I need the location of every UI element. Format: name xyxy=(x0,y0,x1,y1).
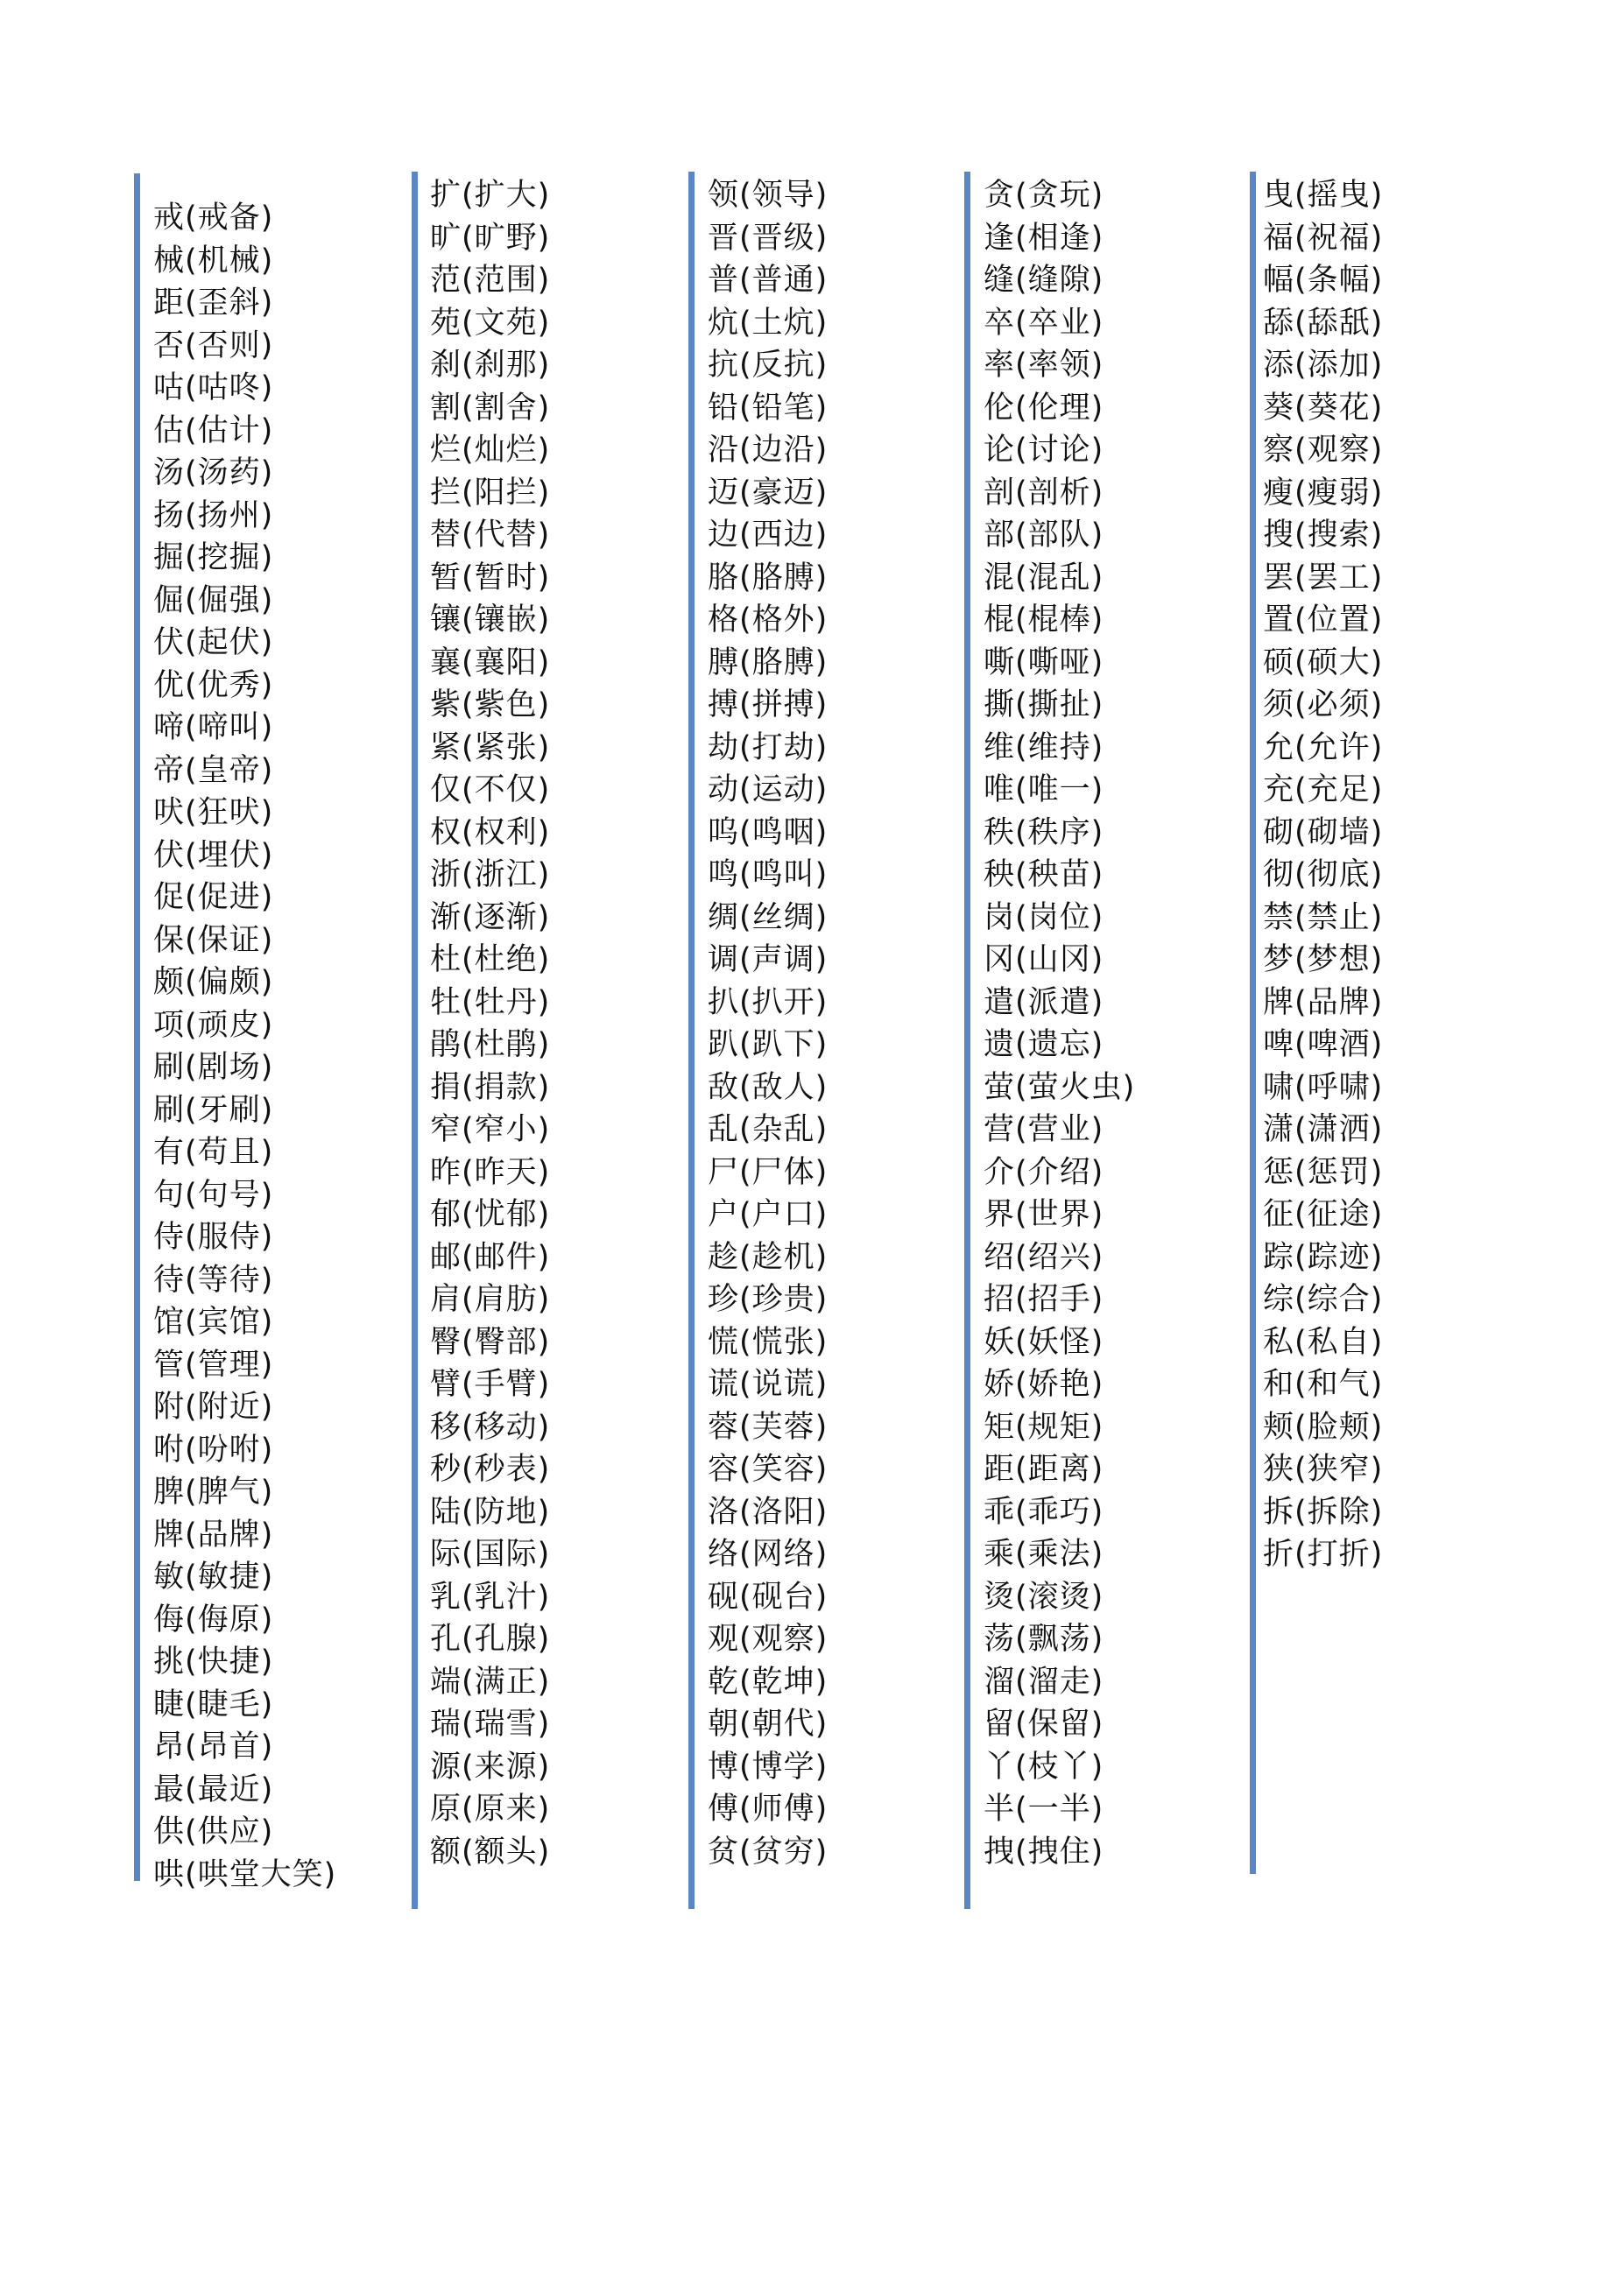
word-entry: 荡(飘荡) xyxy=(984,1622,1104,1657)
word-entry: 紫(紫色) xyxy=(430,687,551,722)
word-entry: 矩(规矩) xyxy=(984,1409,1104,1445)
word-entry: 和(和气) xyxy=(1263,1367,1384,1402)
word-entry: 沿(边沿) xyxy=(708,433,829,468)
word-entry: 扒(扒开) xyxy=(708,984,829,1020)
word-entry: 谎(说谎) xyxy=(708,1367,829,1402)
word-entry: 乱(杂乱) xyxy=(708,1112,829,1147)
word-entry: 劫(打劫) xyxy=(708,729,829,765)
word-entry: 有(苟且) xyxy=(153,1135,274,1170)
word-entry: 嘶(嘶哑) xyxy=(984,644,1104,680)
word-entry: 乾(乾坤) xyxy=(708,1664,829,1700)
word-entry: 潇(潇洒) xyxy=(1263,1112,1384,1147)
word-entry: 曳(摇曳) xyxy=(1263,178,1384,213)
word-entry: 维(维持) xyxy=(984,729,1104,765)
word-entry: 葵(葵花) xyxy=(1263,390,1384,426)
word-entry: 幅(条幅) xyxy=(1263,263,1384,298)
word-column-2 xyxy=(412,172,550,1909)
word-entry: 调(声调) xyxy=(708,942,829,977)
word-entry: 肩(肩肪) xyxy=(430,1282,551,1317)
word-entry: 臂(手臂) xyxy=(430,1367,551,1402)
word-entry: 萤(萤火虫) xyxy=(984,1069,1136,1105)
word-entry: 铅(铅笔) xyxy=(708,390,829,426)
word-entry: 须(必须) xyxy=(1263,687,1384,722)
word-entry: 秧(秧苗) xyxy=(984,857,1104,892)
word-entry: 吠(狂吠) xyxy=(153,795,274,830)
word-entry: 丫(枝丫) xyxy=(984,1749,1104,1785)
word-entry: 待(等待) xyxy=(153,1262,274,1298)
word-entry: 留(保留) xyxy=(984,1707,1104,1742)
word-entry: 率(率领) xyxy=(984,348,1104,383)
word-entry: 帝(皇帝) xyxy=(153,752,274,788)
word-entry: 捐(捐款) xyxy=(430,1069,551,1105)
word-entry: 否(否则) xyxy=(153,327,274,363)
word-entry: 乘(乘法) xyxy=(984,1537,1104,1572)
word-entry: 端(满正) xyxy=(430,1664,551,1700)
word-entry: 刹(刹那) xyxy=(430,348,551,383)
word-entry: 营(营业) xyxy=(984,1112,1104,1147)
word-entry: 博(博学) xyxy=(708,1749,829,1785)
word-entry: 旷(旷野) xyxy=(430,220,551,256)
word-entry: 臀(臀部) xyxy=(430,1324,551,1360)
word-entry: 鸣(鸣叫) xyxy=(708,857,829,892)
word-list xyxy=(153,197,336,1896)
word-entry: 拦(阳拦) xyxy=(430,475,551,511)
word-entry: 妖(妖怪) xyxy=(984,1324,1104,1360)
word-entry: 梦(梦想) xyxy=(1263,942,1384,977)
word-entry: 搏(拼搏) xyxy=(708,687,829,722)
word-entry: 折(打折) xyxy=(1263,1537,1384,1572)
word-entry: 添(添加) xyxy=(1263,348,1384,383)
word-column-3 xyxy=(688,172,828,1909)
word-entry: 咕(咕咚) xyxy=(153,370,274,405)
word-entry: 招(招手) xyxy=(984,1282,1104,1317)
word-entry: 距(歪斜) xyxy=(153,285,274,320)
word-entry: 征(征途) xyxy=(1263,1197,1384,1232)
word-entry: 扩(扩大) xyxy=(430,178,551,213)
word-entry: 昂(昂首) xyxy=(153,1729,274,1764)
word-entry: 容(笑容) xyxy=(708,1452,829,1487)
word-entry: 浙(浙江) xyxy=(430,857,551,892)
word-entry: 朝(朝代) xyxy=(708,1707,829,1742)
word-entry: 颊(脸颊) xyxy=(1263,1409,1384,1445)
word-entry: 动(运动) xyxy=(708,772,829,807)
word-entry: 附(附近) xyxy=(153,1390,274,1425)
word-entry: 绸(丝绸) xyxy=(708,899,829,935)
word-entry: 普(普通) xyxy=(708,263,829,298)
word-entry: 刷(牙刷) xyxy=(153,1092,274,1128)
word-entry: 贪(贪玩) xyxy=(984,178,1104,213)
word-entry: 秒(秒表) xyxy=(430,1452,551,1487)
word-entry: 牡(牡丹) xyxy=(430,984,551,1020)
word-entry: 洛(洛阳) xyxy=(708,1494,829,1530)
word-entry: 格(格外) xyxy=(708,602,829,637)
word-entry: 冈(山冈) xyxy=(984,942,1104,977)
word-entry: 估(估计) xyxy=(153,412,274,448)
word-column-4 xyxy=(964,172,1135,1909)
word-entry: 供(供应) xyxy=(153,1814,274,1849)
word-entry: 娇(娇艳) xyxy=(984,1367,1104,1402)
word-entry: 范(范围) xyxy=(430,263,551,298)
word-entry: 尸(尸体) xyxy=(708,1154,829,1190)
word-entry: 咐(吩咐) xyxy=(153,1432,274,1468)
word-entry: 慌(慌张) xyxy=(708,1324,829,1360)
word-column-5 xyxy=(1250,172,1383,1874)
word-entry: 呜(鸣咽) xyxy=(708,814,829,850)
word-entry: 舔(舔舐) xyxy=(1263,305,1384,341)
word-entry: 权(权利) xyxy=(430,814,551,850)
word-entry: 挑(快捷) xyxy=(153,1645,274,1680)
word-entry: 拽(拽住) xyxy=(984,1834,1104,1870)
word-entry: 绍(绍兴) xyxy=(984,1239,1104,1275)
word-entry: 界(世界) xyxy=(984,1197,1104,1232)
word-entry: 福(祝福) xyxy=(1263,220,1384,256)
word-entry: 岗(岗位) xyxy=(984,899,1104,935)
word-entry: 源(来源) xyxy=(430,1749,551,1785)
word-entry: 汤(汤药) xyxy=(153,455,274,490)
word-entry: 械(机械) xyxy=(153,243,274,278)
word-entry: 拆(拆除) xyxy=(1263,1494,1384,1530)
word-entry: 陆(防地) xyxy=(430,1494,551,1530)
word-entry: 优(优秀) xyxy=(153,667,274,703)
word-entry: 综(综合) xyxy=(1263,1282,1384,1317)
word-entry: 剖(剖析) xyxy=(984,475,1104,511)
word-entry: 苑(文苑) xyxy=(430,305,551,341)
word-entry: 距(距离) xyxy=(984,1452,1104,1487)
word-entry: 抗(反抗) xyxy=(708,348,829,383)
word-entry: 句(句号) xyxy=(153,1177,274,1213)
word-entry: 禁(禁止) xyxy=(1263,899,1384,935)
word-entry: 替(代替) xyxy=(430,518,551,553)
word-entry: 烫(滚烫) xyxy=(984,1579,1104,1615)
word-entry: 管(管理) xyxy=(153,1347,274,1383)
word-entry: 颇(偏颇) xyxy=(153,965,274,1000)
word-entry: 充(充足) xyxy=(1263,772,1384,807)
word-entry: 置(位置) xyxy=(1263,602,1384,637)
word-entry: 邮(邮件) xyxy=(430,1239,551,1275)
word-entry: 牌(品牌) xyxy=(1263,984,1384,1020)
word-entry: 扬(扬州) xyxy=(153,497,274,533)
word-entry: 啼(啼叫) xyxy=(153,710,274,745)
word-entry: 原(原来) xyxy=(430,1792,551,1827)
word-entry: 乳(乳汁) xyxy=(430,1579,551,1615)
word-entry: 察(观察) xyxy=(1263,433,1384,468)
word-entry: 狭(狭窄) xyxy=(1263,1452,1384,1487)
word-entry: 踪(踪迹) xyxy=(1263,1239,1384,1275)
word-entry: 啸(呼啸) xyxy=(1263,1069,1384,1105)
word-entry: 卒(卒业) xyxy=(984,305,1104,341)
word-entry: 户(户口) xyxy=(708,1197,829,1232)
word-entry: 络(网络) xyxy=(708,1537,829,1572)
word-entry: 膊(胳膊) xyxy=(708,644,829,680)
word-entry: 罢(罢工) xyxy=(1263,560,1384,595)
word-entry: 襄(襄阳) xyxy=(430,644,551,680)
word-entry: 蓉(芙蓉) xyxy=(708,1409,829,1445)
word-entry: 杜(杜绝) xyxy=(430,942,551,977)
word-entry: 瑞(瑞雪) xyxy=(430,1707,551,1742)
word-entry: 部(部队) xyxy=(984,518,1104,553)
word-entry: 伏(起伏) xyxy=(153,625,274,660)
word-entry: 炕(土炕) xyxy=(708,305,829,341)
word-entry: 际(国际) xyxy=(430,1537,551,1572)
word-entry: 啤(啤酒) xyxy=(1263,1027,1384,1062)
word-entry: 镶(镶嵌) xyxy=(430,602,551,637)
word-entry: 睫(睫毛) xyxy=(153,1687,274,1722)
word-entry: 仅(不仅) xyxy=(430,772,551,807)
word-entry: 领(领导) xyxy=(708,178,829,213)
word-entry: 渐(逐渐) xyxy=(430,899,551,935)
word-entry: 保(保证) xyxy=(153,922,274,958)
word-column-1 xyxy=(134,173,337,1892)
word-entry: 晋(晋级) xyxy=(708,220,829,256)
word-list xyxy=(1263,174,1383,1576)
word-entry: 暂(暂时) xyxy=(430,560,551,595)
word-entry: 馆(宾馆) xyxy=(153,1305,274,1340)
word-entry: 缝(缝隙) xyxy=(984,263,1104,298)
word-entry: 促(促进) xyxy=(153,880,274,915)
word-entry: 硕(硕大) xyxy=(1263,644,1384,680)
word-entry: 私(私自) xyxy=(1263,1324,1384,1360)
word-entry: 额(额头) xyxy=(430,1834,551,1870)
word-entry: 半(一半) xyxy=(984,1792,1104,1827)
word-entry: 牌(品牌) xyxy=(153,1517,274,1553)
word-entry: 遗(遗忘) xyxy=(984,1027,1104,1062)
word-entry: 棍(棍棒) xyxy=(984,602,1104,637)
word-entry: 砚(砚台) xyxy=(708,1579,829,1615)
word-entry: 敌(敌人) xyxy=(708,1069,829,1105)
word-entry: 傅(师傅) xyxy=(708,1792,829,1827)
word-entry: 胳(胳膊) xyxy=(708,560,829,595)
word-entry: 侍(服侍) xyxy=(153,1220,274,1255)
word-entry: 鹃(杜鹃) xyxy=(430,1027,551,1062)
word-entry: 搜(搜索) xyxy=(1263,518,1384,553)
word-entry: 贫(贫穷) xyxy=(708,1834,829,1870)
word-entry: 刷(剧场) xyxy=(153,1050,274,1085)
word-entry: 郁(忧郁) xyxy=(430,1197,551,1232)
word-entry: 砌(砌墙) xyxy=(1263,814,1384,850)
word-entry: 溜(溜走) xyxy=(984,1664,1104,1700)
word-entry: 介(介绍) xyxy=(984,1154,1104,1190)
word-entry: 唯(唯一) xyxy=(984,772,1104,807)
word-entry: 掘(挖掘) xyxy=(153,540,274,575)
word-entry: 割(割舍) xyxy=(430,390,551,426)
word-entry: 观(观察) xyxy=(708,1622,829,1657)
word-entry: 戒(戒备) xyxy=(153,201,274,236)
word-entry: 乖(乖巧) xyxy=(984,1494,1104,1530)
word-entry: 倔(倔强) xyxy=(153,582,274,618)
word-entry: 烂(灿烂) xyxy=(430,433,551,468)
word-entry: 侮(侮原) xyxy=(153,1602,274,1637)
word-entry: 边(西边) xyxy=(708,518,829,553)
word-entry: 论(讨论) xyxy=(984,433,1104,468)
word-entry: 迈(豪迈) xyxy=(708,475,829,511)
word-entry: 紧(紧张) xyxy=(430,729,551,765)
word-entry: 孔(孔腺) xyxy=(430,1622,551,1657)
word-list xyxy=(430,174,550,1873)
word-entry: 窄(窄小) xyxy=(430,1112,551,1147)
word-entry: 哄(哄堂大笑) xyxy=(153,1856,337,1892)
word-entry: 趁(趁机) xyxy=(708,1239,829,1275)
word-entry: 趴(趴下) xyxy=(708,1027,829,1062)
word-entry: 伏(埋伏) xyxy=(153,837,274,873)
word-entry: 移(移动) xyxy=(430,1409,551,1445)
word-entry: 逢(相逢) xyxy=(984,220,1104,256)
word-list xyxy=(708,174,828,1873)
word-entry: 昨(昨天) xyxy=(430,1154,551,1190)
word-entry: 混(混乱) xyxy=(984,560,1104,595)
word-entry: 伦(伦理) xyxy=(984,390,1104,426)
word-entry: 脾(脾气) xyxy=(153,1475,274,1510)
word-entry: 项(顽皮) xyxy=(153,1007,274,1043)
word-entry: 秩(秩序) xyxy=(984,814,1104,850)
word-entry: 惩(惩罚) xyxy=(1263,1154,1384,1190)
word-entry: 珍(珍贵) xyxy=(708,1282,829,1317)
word-entry: 敏(敏捷) xyxy=(153,1560,274,1595)
word-entry: 撕(撕扯) xyxy=(984,687,1104,722)
word-list xyxy=(984,174,1135,1873)
word-entry: 允(允许) xyxy=(1263,729,1384,765)
word-entry: 瘦(瘦弱) xyxy=(1263,475,1384,511)
word-entry: 最(最近) xyxy=(153,1771,274,1807)
word-entry: 遣(派遣) xyxy=(984,984,1104,1020)
word-entry: 彻(彻底) xyxy=(1263,857,1384,892)
